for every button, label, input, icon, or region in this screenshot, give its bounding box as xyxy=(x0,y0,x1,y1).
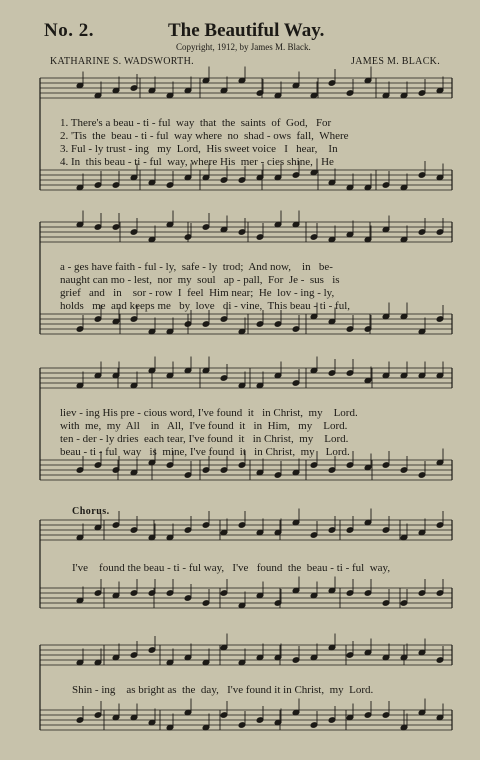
verse-1-line-2: a - ges have faith - ful - ly, safe - ly trod; And now, in be- xyxy=(60,261,333,273)
copyright-notice: Copyright, 1912, by James M. Black. xyxy=(176,42,311,52)
verse-4-line-3: beau - ti - ful way is mine, I've found it in Christ, my Lord. xyxy=(60,446,350,458)
verse-3-line-3: ten - der - ly dries each tear, I've found it in Christ, my Lord. xyxy=(60,433,349,445)
lyricist-name: KATHARINE S. WADSWORTH. xyxy=(50,56,194,67)
verse-2-line-3: with me, my All in All, I've found it in Him, my Lord. xyxy=(60,420,348,432)
verse-1-line-3: liev - ing His pre - cious word, I've found it in Christ, my Lord. xyxy=(60,407,358,419)
verse-3-line-2: grief and in sor - row I feel Him near; He lov - ing - ly, xyxy=(60,287,335,299)
verse-2-line-2: naught can mo - lest, nor my soul ap - pall, For Je - sus is xyxy=(60,274,340,286)
chorus-label: Chorus. xyxy=(72,506,110,517)
hymn-number: No. 2. xyxy=(44,20,94,41)
verse-4-line-1: 4. In this beau - ti - ful way, where His mer - cies shine, He xyxy=(60,156,334,168)
verse-3-line-1: 3. Ful - ly trust - ing my Lord, His sweet voice I hear, In xyxy=(60,143,338,155)
verse-4-line-2: holds me and keeps me by love di - vine, This beau - ti - ful, xyxy=(60,300,351,312)
verse-1-line-1: 1. There's a beau - ti - ful way that the saints of God, For xyxy=(60,117,332,129)
hymn-title: The Beautiful Way. xyxy=(168,20,325,41)
verse-2-line-1: 2. 'Tis the beau - ti - ful way where no shad - ows fall, Where xyxy=(60,130,349,142)
composer-name: JAMES M. BLACK. xyxy=(351,56,440,67)
chorus-line-2: Shin - ing as bright as the day, I've found it in Christ, my Lord. xyxy=(72,684,374,696)
chorus-line-1: I've found the beau - ti - ful way, I've found the beau - ti - ful way, xyxy=(72,562,391,574)
